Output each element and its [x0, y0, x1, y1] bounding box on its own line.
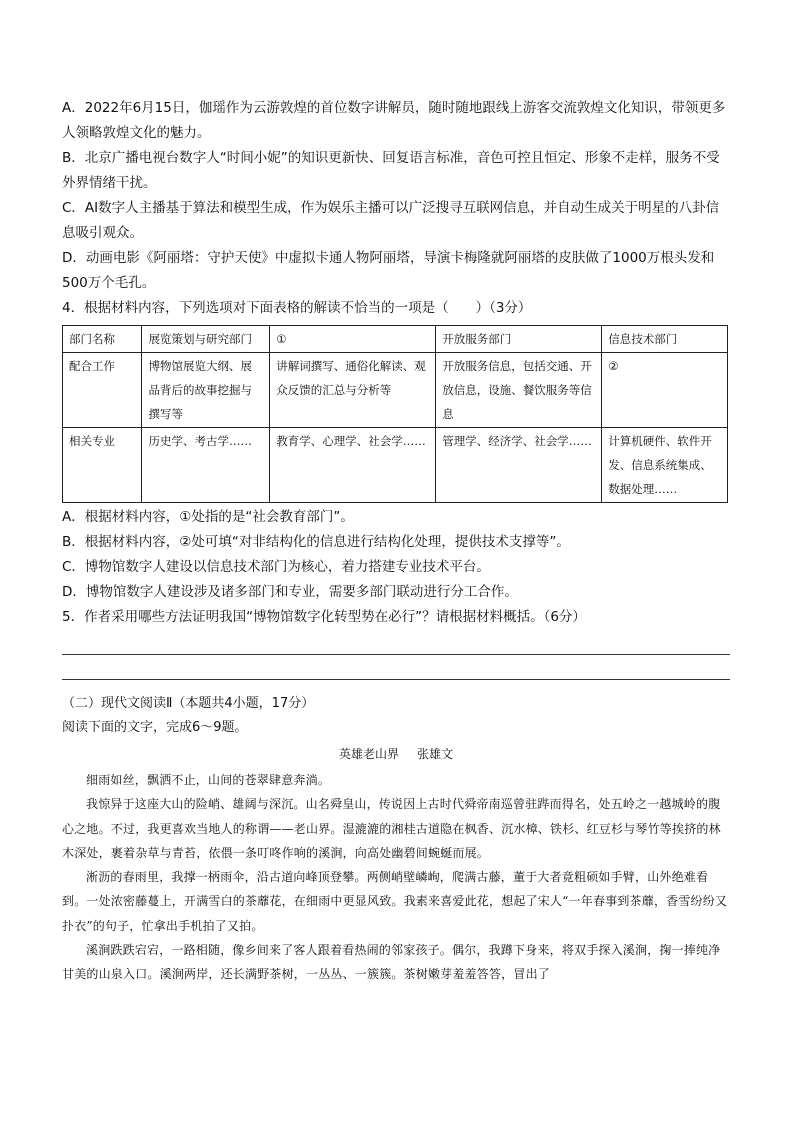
article-paragraph: 细雨如丝，飘洒不止，山间的苍翠肆意奔淌。	[86, 773, 331, 787]
table-cell: 开放服务部门	[436, 326, 602, 353]
table-cell: 配合工作	[63, 353, 142, 428]
table-cell: 展览策划与研究部门	[142, 326, 270, 353]
section-instruction: 阅读下面的文字，完成6～9题。	[62, 720, 248, 735]
q4-option-b: B．根据材料内容，②处可填“对非结构化的信息进行结构化处理，提供技术支撑等”。	[62, 534, 570, 550]
article-paragraph: 溪涧跌跌宕宕，一路相随，像乡间来了客人跟着看热闹的邻家孩子。偶尔，我蹲下身来，将双手探入溪涧，掬一捧纯净甘美的山泉入口。溪涧两岸，还长满野茶树，一丛丛、一簇簇。茶树嫩芽羞羞答答，冒出了	[62, 943, 721, 982]
article-title: 英雄老山界	[338, 747, 399, 761]
q5-stem: 5．作者采用哪些方法证明我国“博物馆数字化转型势在必行”？请根据材料概括。（6分）	[62, 609, 586, 625]
table-row	[63, 428, 728, 503]
article-body	[62, 768, 730, 987]
article-paragraph: 淅沥的春雨里，我撑一柄雨伞，沿古道向峰顶登攀。两侧峭壁嶙峋，爬满古藤，董于大者竟粗硕如手臂，山外绝难看到。一处浓密藤蔓上，开满雪白的茶蘼花，在细雨中更显风致。我素来喜爱此花，想起了宋人“一年春事到茶蘼，香雪纷纷又扑衣”的句子，忙拿出手机拍了又拍。	[62, 870, 728, 933]
q3-option-a: A．2022年6月15日，伽瑶作为云游敦煌的首位数字讲解员，随时随地跟线上游客交流敦煌文化知识，带领更多人领略敦煌文化的魅力。	[62, 100, 726, 141]
table-cell: ②	[602, 353, 728, 428]
table-cell: 信息技术部门	[602, 326, 728, 353]
q3-options	[62, 96, 730, 296]
table-cell: 历史学、考古学……	[142, 428, 270, 503]
q4-option-a: A．根据材料内容，①处指的是“社会教育部门”。	[62, 509, 354, 525]
q4-option-c: C．博物馆数字人建设以信息技术部门为核心，着力搭建专业技术平台。	[62, 559, 490, 575]
q4-option-d: D．博物馆数字人建设涉及诸多部门和专业，需要多部门联动进行分工合作。	[62, 584, 518, 600]
table-cell: 管理学、经济学、社会学……	[436, 428, 602, 503]
article-paragraph: 我惊异于这座大山的险峭、雄阔与深沉。山名舜皇山，传说因上古时代舜帝南巡曾驻跸而得名，处五岭之一越城岭的腹心之地。不过，我更喜欢当地人的称谓——老山界。湿漉漉的湘桂古道隐在枫香、沉水樟、铁杉、红豆杉与琴竹等挨挤的林木深处，裹着杂草与青苔，依偎一条叮咚作响的溪涧，向高处幽碧间蜿蜒而展。	[62, 797, 721, 860]
table-cell: 博物馆展览大纲、展品背后的故事挖掘与撰写等	[142, 353, 270, 428]
q4-options	[62, 505, 730, 605]
q3-option-d: D．动画电影《阿丽塔：守护天使》中虚拟卡通人物阿丽塔，导演卡梅隆就阿丽塔的皮肤做了1000万根头发和500万个毛孔。	[62, 250, 715, 291]
table-row	[63, 326, 728, 353]
q4-stem: 4．根据材料内容，下列选项对下面表格的解读不恰当的一项是（ ）（3分）	[62, 300, 532, 316]
q3-option-b: B．北京广播电视台数字人“时间小妮”的知识更新快、回复语言标准，音色可控且恒定、形象不走样，服务不受外界情绪干扰。	[62, 150, 720, 191]
table-row	[63, 353, 728, 428]
answer-line[interactable]	[62, 630, 730, 655]
answer-line[interactable]	[62, 655, 730, 680]
article-title-line	[62, 742, 730, 766]
table-cell: 教育学、心理学、社会学……	[270, 428, 436, 503]
article-author: 张雄文	[417, 747, 454, 761]
section-heading: （二）现代文阅读Ⅱ（本题共4小题，17分）	[62, 696, 315, 711]
table-cell: ①	[270, 326, 436, 353]
table-cell: 讲解词撰写、通俗化解读、观众反馈的汇总与分析等	[270, 353, 436, 428]
table-cell: 相关专业	[63, 428, 142, 503]
department-table	[62, 325, 728, 503]
exam-page	[62, 96, 730, 987]
table-cell: 部门名称	[63, 326, 142, 353]
table-cell: 计算机硬件、软件开发、信息系统集成、数据处理……	[602, 428, 728, 503]
q3-option-c: C．AI数字人主播基于算法和模型生成，作为娱乐主播可以广泛搜寻互联网信息，并自动生成关于明星的八卦信息吸引观众。	[62, 200, 720, 241]
table-cell: 开放服务信息，包括交通、开放信息，设施、餐饮服务等信息	[436, 353, 602, 428]
